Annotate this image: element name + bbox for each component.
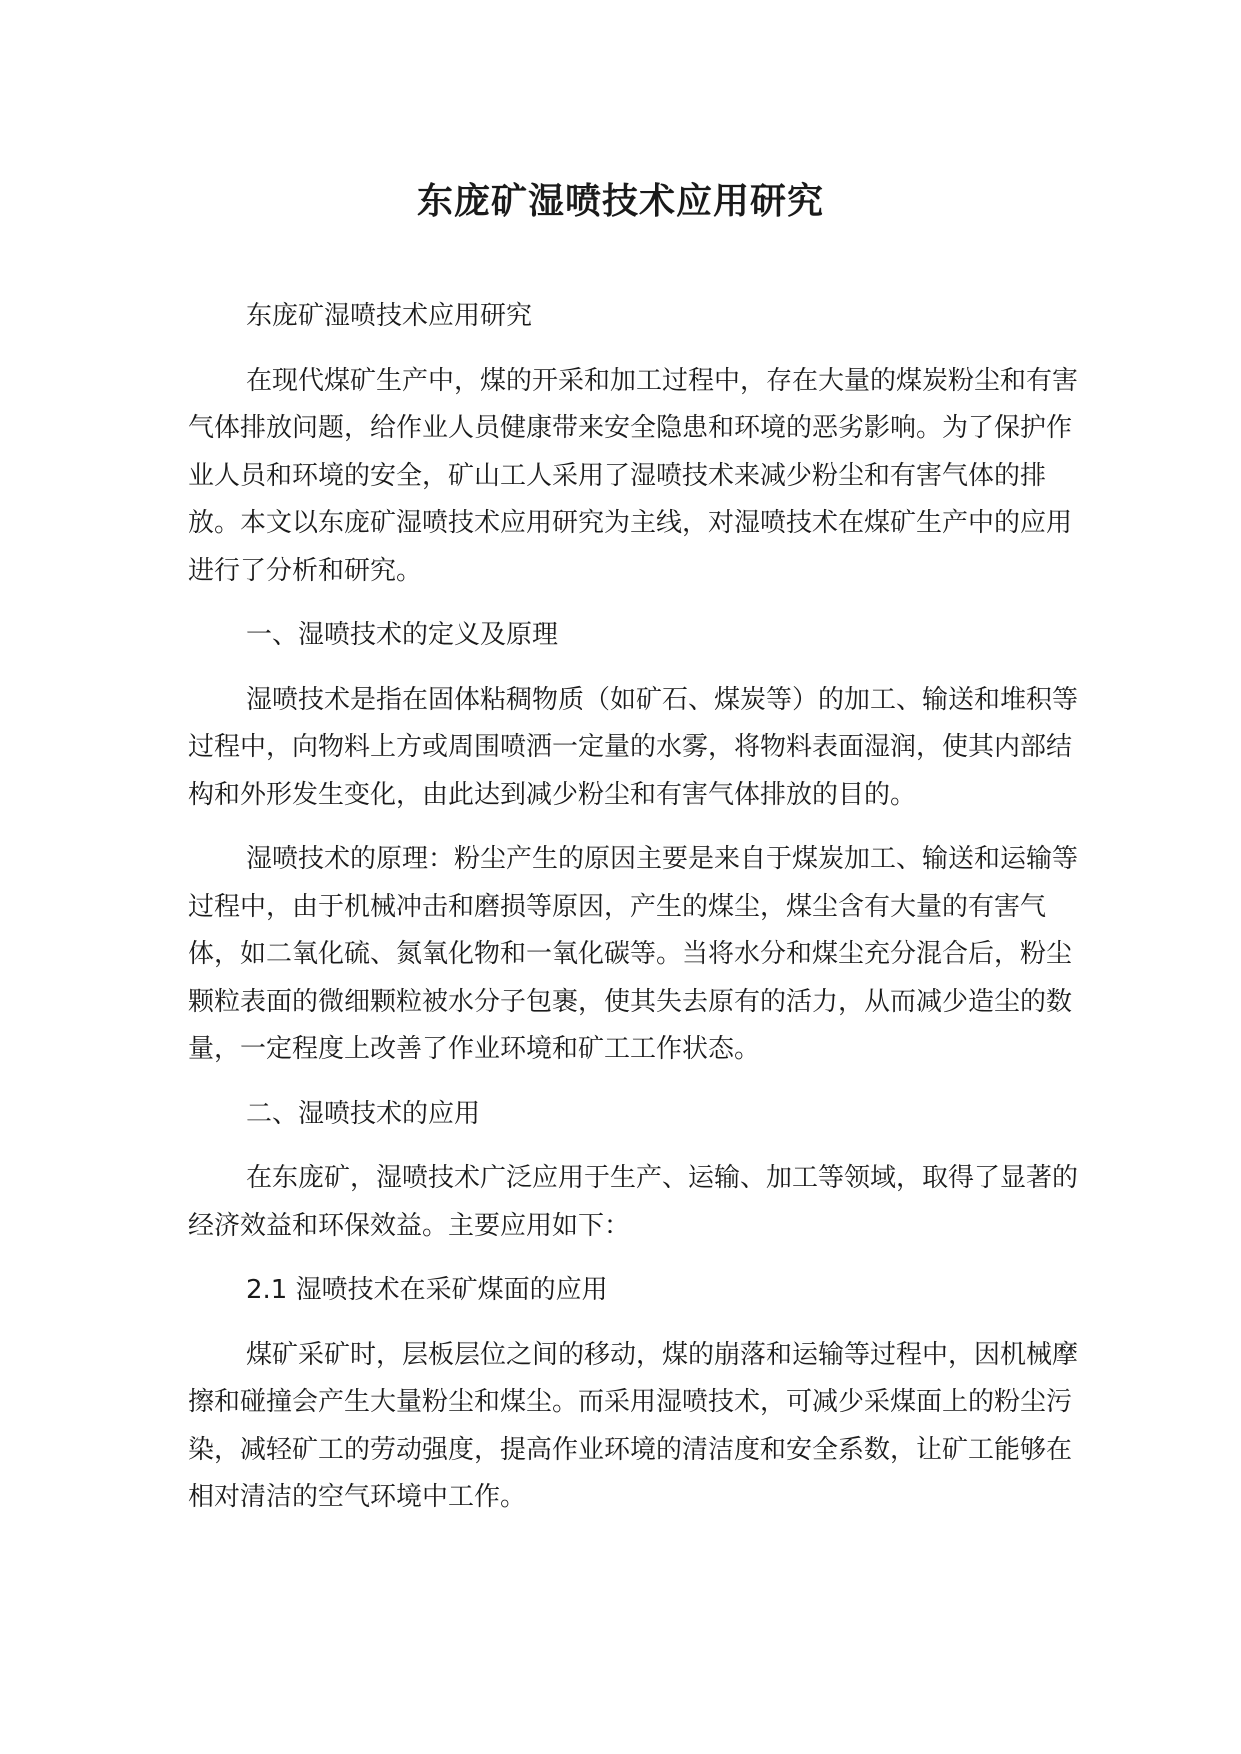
paragraph-coal-face: 煤矿采矿时，层板层位之间的移动，煤的崩落和运输等过程中，因机械摩擦和碰撞会产生大量粉尘和煤尘。而采用湿喷技术，可减少采煤面上的粉尘污染，减轻矿工的劳动强度，提高作业环境的清洁度和安全系数，让矿工能够在相对清洁的空气环境中工作。	[188, 1339, 1079, 1512]
document-title: 东庞矿湿喷技术应用研究	[416, 181, 824, 222]
section-heading-1: 一、湿喷技术的定义及原理	[246, 620, 559, 650]
subsection-heading-2-1: 2.1 湿喷技术在采矿煤面的应用	[246, 1275, 608, 1305]
paragraph-intro: 在现代煤矿生产中，煤的开采和加工过程中，存在大量的煤炭粉尘和有害气体排放问题，给作业人员健康带来安全隐患和环境的恶劣影响。为了保护作业人员和环境的安全，矿山工人采用了湿喷技术来减少粉尘和有害气体的排放。本文以东庞矿湿喷技术应用研究为主线，对湿喷技术在煤矿生产中的应用进行了分析和研究。	[188, 365, 1079, 586]
paragraph-definition: 湿喷技术是指在固体粘稠物质（如矿石、煤炭等）的加工、输送和堆积等过程中，向物料上方或周围喷洒一定量的水雾，将物料表面湿润，使其内部结构和外形发生变化，由此达到减少粉尘和有害气体排放的目的。	[188, 684, 1079, 810]
paragraph-principle: 湿喷技术的原理：粉尘产生的原因主要是来自于煤炭加工、输送和运输等过程中，由于机械冲击和磨损等原因，产生的煤尘，煤尘含有大量的有害气体，如二氧化硫、氮氧化物和一氧化碳等。当将水分和煤尘充分混合后，粉尘颗粒表面的微细颗粒被水分子包裹，使其失去原有的活力，从而减少造尘的数量，一定程度上改善了作业环境和矿工工作状态。	[188, 844, 1079, 1064]
section-heading-2: 二、湿喷技术的应用	[246, 1098, 481, 1129]
document-body	[188, 293, 1088, 1539]
paragraph-subtitle: 东庞矿湿喷技术应用研究	[246, 301, 533, 331]
paragraph-application-intro: 在东庞矿，湿喷技术广泛应用于生产、运输、加工等领域，取得了显著的经济效益和环保效益。主要应用如下：	[188, 1163, 1079, 1241]
